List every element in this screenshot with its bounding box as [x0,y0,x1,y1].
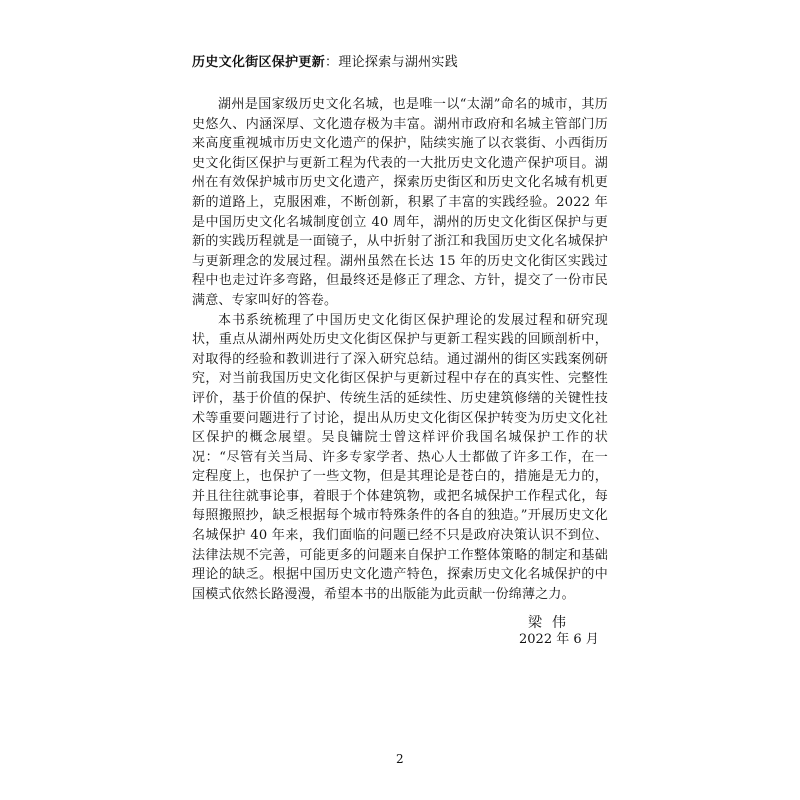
signature-date: 2022 年 6 月 [519,632,599,647]
paragraph-1: 湖州是国家级历史文化名城，也是唯一以“太湖”命名的城市，其历史悠久、内涵深厚、文化遗存极为丰富。湖州市政府和名城主管部门历来高度重视城市历史文化遗产的保护，陆续实施了以衣裳街、小西街历史文化街区保护与更新工程为代表的一大批历史文化遗产保护项目。湖州在有效保护城市历史文化遗产，探索历史街区和历史文化名城有机更新的道路上，克服困难，不断创新，积累了丰富的实践经验。2022 年是中国历史文化名城制度创立 40 周年，湖州的历史文化街区保护与更新的实践历程就是一面镜子，从中折射了浙江和我国历史文化名城保护与更新理念的发展过程。湖州虽然在长达 15 年的历史文化街区实践过程中也走过许多弯路，但最终还是修正了理念、方针，提交了一份市民满意、专家叫好的答卷。 [192,97,608,308]
preface-body [192,95,608,604]
running-header [192,51,612,70]
page-number: 2 [396,752,404,766]
author-signature: 梁伟 [528,615,576,631]
book-title: 历史文化街区保护更新 [192,55,326,70]
paragraph-2: 本书系统梳理了中国历史文化街区保护理论的发展过程和研究现状，重点从湖州两处历史文化街区保护与更新工程实践的回顾剖析中，对取得的经验和教训进行了深入研究总结。通过湖州的街区实践案例研究，对当前我国历史文化街区保护与更新过程中存在的真实性、完整性评价，基于价值的保护、传统生活的延续性、历史建筑修缮的关键性技术等重要问题进行了讨论，提出从历史文化街区保护转变为历史文化社区保护的概念展望。吴良镛院士曾这样评价我国名城保护工作的状况：“尽管有关当局、许多专家学者、热心人士都做了许多工作，在一定程度上，也保护了一些文物，但是其理论是苍白的，措施是无力的，并且往往就事论事，着眼于个体建筑物，或把名城保护工作程式化，每每照搬照抄，缺乏根据每个城市特殊条件的各自的独造。”开展历史文化名城保护 40 年来，我们面临的问题已经不只是政府决策认识不到位、法律法规不完善，可能更多的问题来自保护工作整体策略的制定和基础理论的缺乏。根据中国历史文化遗产特色，探索历史文化名城保护的中国模式依然长路漫漫，希望本书的出版能为此贡献一份绵薄之力。 [192,312,608,602]
book-subtitle: ：理论探索与湖州实践 [325,55,459,70]
